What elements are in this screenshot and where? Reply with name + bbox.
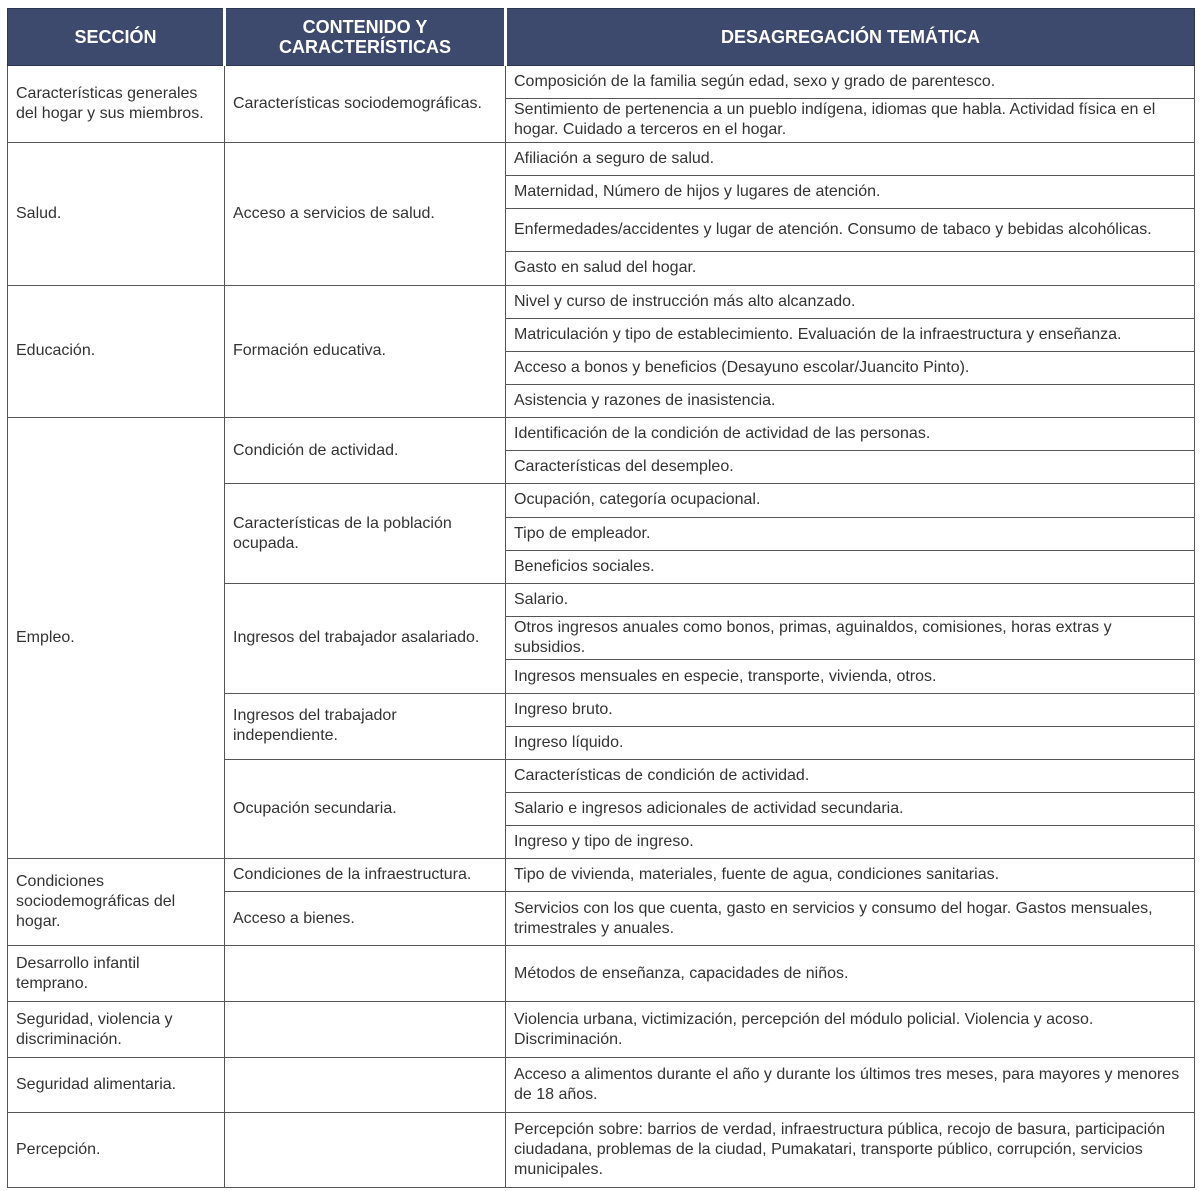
breakdown-cell: Ingreso y tipo de ingreso.: [506, 826, 1195, 859]
header-row: [8, 9, 1195, 66]
breakdown-cell: Enfermedades/accidentes y lugar de atención. Consumo de tabaco y bebidas alcohólicas.: [506, 208, 1195, 252]
section-cell: Salud.: [8, 142, 225, 285]
header-breakdown: DESAGREGACIÓN TEMÁTICA: [506, 9, 1195, 66]
section-cell: Seguridad alimentaria.: [8, 1058, 225, 1113]
breakdown-cell: Violencia urbana, victimización, percepción del módulo policial. Violencia y acoso. Discriminación.: [506, 1002, 1195, 1058]
section-cell: Percepción.: [8, 1113, 225, 1188]
table-row: [8, 142, 1195, 175]
content-cell: Ingresos del trabajador independiente.: [225, 693, 506, 759]
content-cell: [225, 1113, 506, 1188]
breakdown-cell: Afiliación a seguro de salud.: [506, 142, 1195, 175]
breakdown-cell: Sentimiento de pertenencia a un pueblo indígena, idiomas que habla. Actividad física en el hogar. Cuidado a terceros en el hogar.: [506, 99, 1195, 143]
breakdown-cell: Composición de la familia según edad, sexo y grado de parentesco.: [506, 66, 1195, 99]
breakdown-cell: Salario e ingresos adicionales de actividad secundaria.: [506, 793, 1195, 826]
breakdown-cell: Ocupación, categoría ocupacional.: [506, 484, 1195, 517]
breakdown-cell: Métodos de enseñanza, capacidades de niños.: [506, 946, 1195, 1002]
breakdown-cell: Características del desempleo.: [506, 451, 1195, 484]
breakdown-cell: Acceso a alimentos durante el año y durante los últimos tres meses, para mayores y menores de 18 años.: [506, 1058, 1195, 1113]
breakdown-cell: Maternidad, Número de hijos y lugares de atención.: [506, 175, 1195, 208]
breakdown-cell: Tipo de empleador.: [506, 517, 1195, 550]
breakdown-cell: Percepción sobre: barrios de verdad, infraestructura pública, recojo de basura, participación ciudadana, problemas de la ciudad, Pumakatari, transporte público, corrupción, servicios municipales.: [506, 1113, 1195, 1188]
breakdown-cell: Nivel y curso de instrucción más alto alcanzado.: [506, 285, 1195, 318]
breakdown-cell: Salario.: [506, 583, 1195, 616]
breakdown-cell: Otros ingresos anuales como bonos, primas, aguinaldos, comisiones, horas extras y subsidios.: [506, 616, 1195, 660]
breakdown-cell: Gasto en salud del hogar.: [506, 252, 1195, 285]
content-cell: [225, 946, 506, 1002]
header-section: SECCIÓN: [8, 9, 225, 66]
section-cell: Características generales del hogar y sus miembros.: [8, 66, 225, 143]
breakdown-cell: Ingresos mensuales en especie, transporte, vivienda, otros.: [506, 660, 1195, 693]
content-cell: Condición de actividad.: [225, 418, 506, 484]
section-cell: Seguridad, violencia y discriminación.: [8, 1002, 225, 1058]
content-cell: Características sociodemográficas.: [225, 66, 506, 143]
table-row: [8, 1002, 1195, 1058]
content-cell: Acceso a bienes.: [225, 892, 506, 946]
table-row: [8, 66, 1195, 99]
table-row: [8, 285, 1195, 318]
table-row: [8, 1113, 1195, 1188]
table-row: [8, 946, 1195, 1002]
section-cell: Condiciones sociodemográficas del hogar.: [8, 859, 225, 946]
content-cell: [225, 1058, 506, 1113]
table-row: [8, 859, 1195, 892]
content-cell: Formación educativa.: [225, 285, 506, 418]
table-row: [8, 1058, 1195, 1113]
breakdown-cell: Matriculación y tipo de establecimiento. Evaluación de la infraestructura y enseñanza.: [506, 318, 1195, 351]
section-cell: Educación.: [8, 285, 225, 418]
breakdown-cell: Identificación de la condición de actividad de las personas.: [506, 418, 1195, 451]
content-cell: [225, 1002, 506, 1058]
breakdown-cell: Beneficios sociales.: [506, 550, 1195, 583]
content-cell: Acceso a servicios de salud.: [225, 142, 506, 285]
breakdown-cell: Tipo de vivienda, materiales, fuente de agua, condiciones sanitarias.: [506, 859, 1195, 892]
section-cell: Desarrollo infantil temprano.: [8, 946, 225, 1002]
breakdown-cell: Ingreso líquido.: [506, 726, 1195, 759]
survey-sections-table: [7, 8, 1195, 1188]
content-cell: Condiciones de la infraestructura.: [225, 859, 506, 892]
section-cell: Empleo.: [8, 418, 225, 859]
breakdown-cell: Servicios con los que cuenta, gasto en servicios y consumo del hogar. Gastos mensuales, trimestrales y anuales.: [506, 892, 1195, 946]
content-cell: Ocupación secundaria.: [225, 759, 506, 858]
table-row: [8, 418, 1195, 451]
content-cell: Características de la población ocupada.: [225, 484, 506, 583]
breakdown-cell: Acceso a bonos y beneficios (Desayuno escolar/Juancito Pinto).: [506, 351, 1195, 384]
content-cell: Ingresos del trabajador asalariado.: [225, 583, 506, 693]
breakdown-cell: Asistencia y razones de inasistencia.: [506, 384, 1195, 417]
breakdown-cell: Ingreso bruto.: [506, 693, 1195, 726]
header-content: CONTENIDO Y CARACTERÍSTICAS: [225, 9, 506, 66]
breakdown-cell: Características de condición de actividad.: [506, 759, 1195, 792]
